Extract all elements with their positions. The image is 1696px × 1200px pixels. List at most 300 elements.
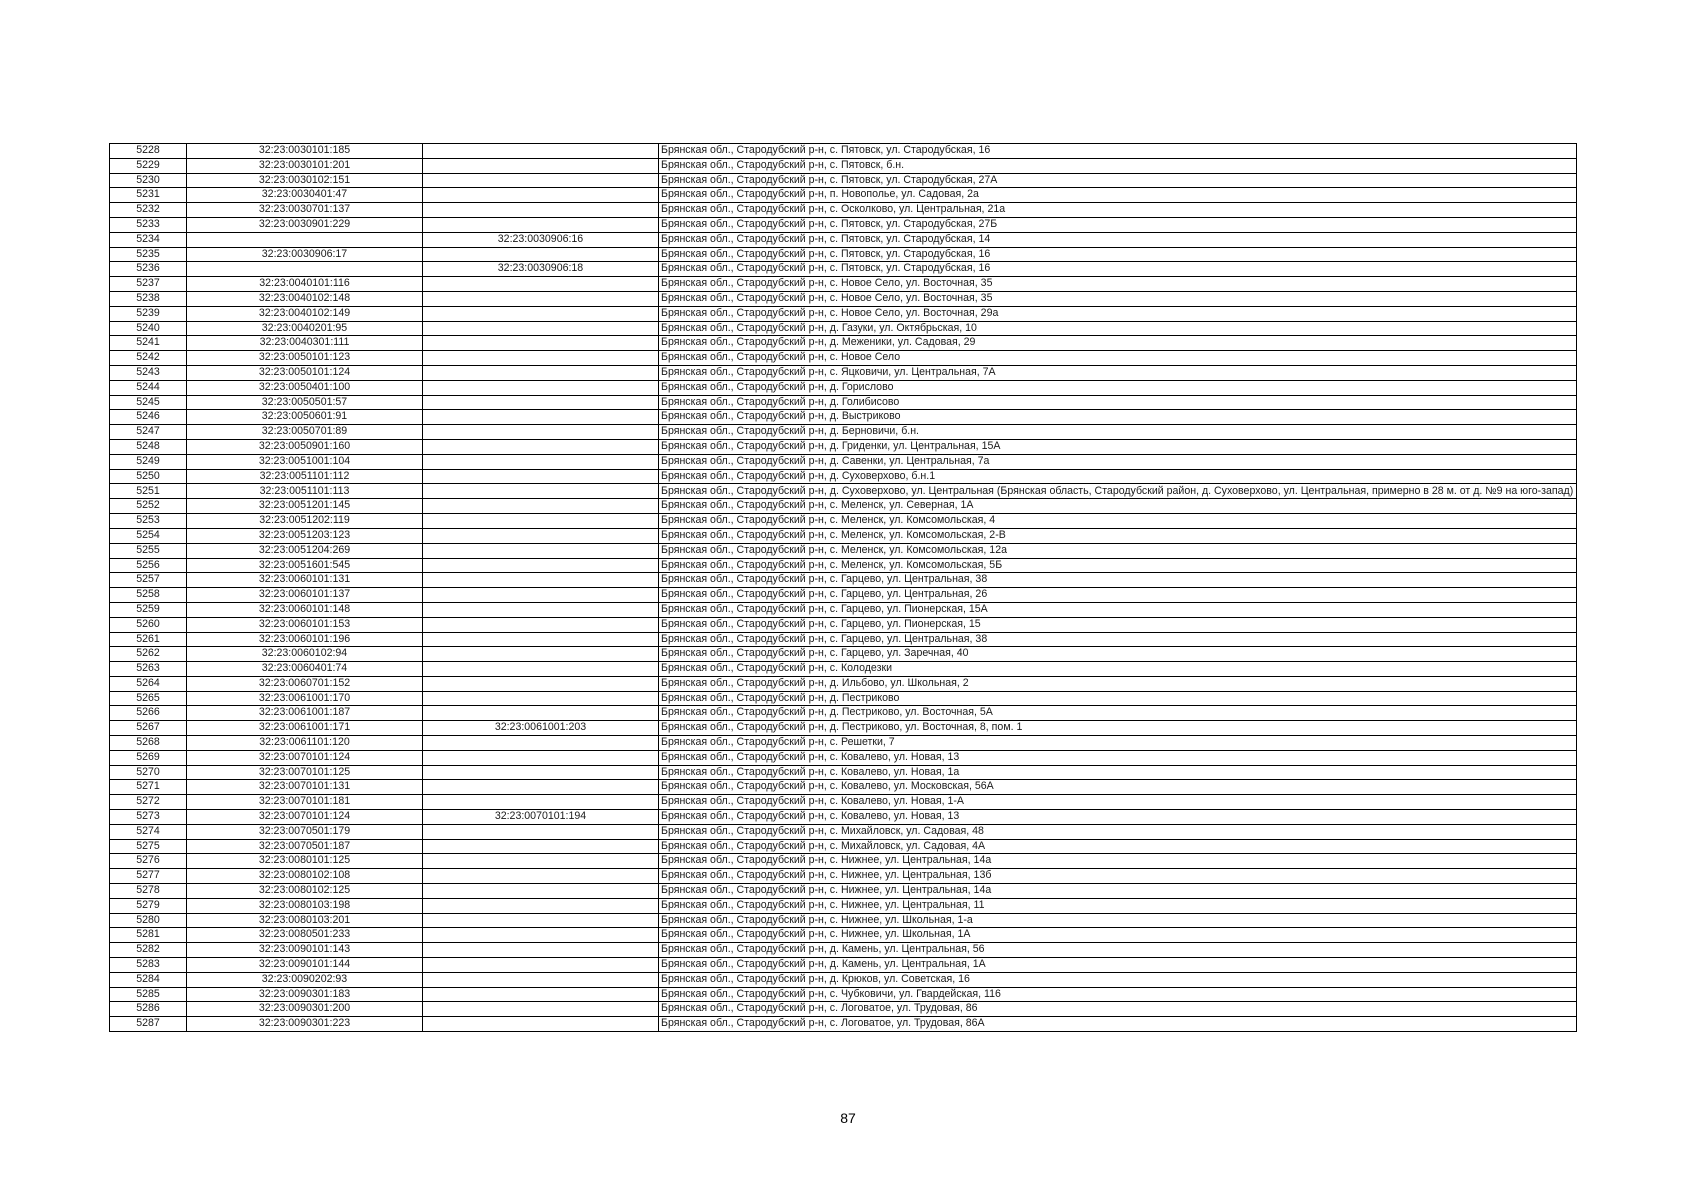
cadastral-number-cell: 32:23:0060101:153: [187, 617, 423, 632]
cadastral-number-cell: 32:23:0051101:112: [187, 469, 423, 484]
related-cadastral-number-cell: [423, 203, 659, 218]
row-number-cell: 5263: [110, 662, 187, 677]
table-row: [110, 454, 1577, 469]
row-number-cell: 5251: [110, 484, 187, 499]
address-cell: Брянская обл., Стародубский р-н, с. Ковалево, ул. Новая, 13: [659, 810, 1577, 825]
related-cadastral-number-cell: [423, 913, 659, 928]
cadastral-number-cell: [187, 262, 423, 277]
cadastral-number-cell: 32:23:0061001:170: [187, 691, 423, 706]
cadastral-number-cell: 32:23:0090202:93: [187, 972, 423, 987]
related-cadastral-number-cell: [423, 1017, 659, 1032]
table-row: [110, 972, 1577, 987]
row-number-cell: 5286: [110, 1002, 187, 1017]
cadastral-number-cell: 32:23:0070101:131: [187, 780, 423, 795]
cadastral-number-cell: 32:23:0080102:125: [187, 884, 423, 899]
address-cell: Брянская обл., Стародубский р-н, с. Меленск, ул. Северная, 1А: [659, 499, 1577, 514]
cadastral-number-cell: 32:23:0090301:183: [187, 987, 423, 1002]
row-number-cell: 5270: [110, 765, 187, 780]
row-number-cell: 5258: [110, 588, 187, 603]
cadastral-number-cell: 32:23:0061101:120: [187, 736, 423, 751]
table-row: [110, 706, 1577, 721]
related-cadastral-number-cell: [423, 750, 659, 765]
cadastral-number-cell: 32:23:0060101:148: [187, 602, 423, 617]
cadastral-number-cell: 32:23:0080103:201: [187, 913, 423, 928]
table-row: [110, 913, 1577, 928]
cadastral-number-cell: 32:23:0030906:17: [187, 247, 423, 262]
table-row: [110, 573, 1577, 588]
related-cadastral-number-cell: [423, 188, 659, 203]
related-cadastral-number-cell: [423, 144, 659, 159]
table-row: [110, 721, 1577, 736]
table-row: [110, 365, 1577, 380]
registry-table: [109, 143, 1577, 1032]
related-cadastral-number-cell: [423, 173, 659, 188]
table-row: [110, 617, 1577, 632]
address-cell: Брянская обл., Стародубский р-н, д. Пестриково: [659, 691, 1577, 706]
row-number-cell: 5256: [110, 558, 187, 573]
row-number-cell: 5239: [110, 306, 187, 321]
row-number-cell: 5260: [110, 617, 187, 632]
address-cell: Брянская обл., Стародубский р-н, с. Пятовск, ул. Стародубская, 27Б: [659, 217, 1577, 232]
related-cadastral-number-cell: [423, 958, 659, 973]
table-row: [110, 662, 1577, 677]
related-cadastral-number-cell: [423, 736, 659, 751]
related-cadastral-number-cell: [423, 158, 659, 173]
table-row: [110, 277, 1577, 292]
table-row: [110, 943, 1577, 958]
address-cell: Брянская обл., Стародубский р-н, с. Чубковичи, ул. Гвардейская, 116: [659, 987, 1577, 1002]
row-number-cell: 5280: [110, 913, 187, 928]
table-row: [110, 262, 1577, 277]
related-cadastral-number-cell: [423, 706, 659, 721]
address-cell: Брянская обл., Стародубский р-н, с. Решетки, 7: [659, 736, 1577, 751]
table-row: [110, 469, 1577, 484]
cadastral-number-cell: 32:23:0050101:123: [187, 351, 423, 366]
address-cell: Брянская обл., Стародубский р-н, с. Осколково, ул. Центральная, 21а: [659, 203, 1577, 218]
table-row: [110, 247, 1577, 262]
table-row: [110, 306, 1577, 321]
related-cadastral-number-cell: [423, 617, 659, 632]
related-cadastral-number-cell: [423, 795, 659, 810]
table-row: [110, 928, 1577, 943]
cadastral-number-cell: 32:23:0070101:124: [187, 750, 423, 765]
table-row: [110, 484, 1577, 499]
row-number-cell: 5235: [110, 247, 187, 262]
row-number-cell: 5265: [110, 691, 187, 706]
related-cadastral-number-cell: [423, 365, 659, 380]
address-cell: Брянская обл., Стародубский р-н, с. Нижнее, ул. Центральная, 14а: [659, 854, 1577, 869]
row-number-cell: 5284: [110, 972, 187, 987]
address-cell: Брянская обл., Стародубский р-н, с. Логоватое, ул. Трудовая, 86: [659, 1002, 1577, 1017]
table-row: [110, 839, 1577, 854]
table-row: [110, 824, 1577, 839]
address-cell: Брянская обл., Стародубский р-н, с. Пятовск, б.н.: [659, 158, 1577, 173]
row-number-cell: 5287: [110, 1017, 187, 1032]
address-cell: Брянская обл., Стародубский р-н, д. Пестриково, ул. Восточная, 5А: [659, 706, 1577, 721]
cadastral-number-cell: 32:23:0050101:124: [187, 365, 423, 380]
row-number-cell: 5246: [110, 410, 187, 425]
cadastral-number-cell: 32:23:0080102:108: [187, 869, 423, 884]
cadastral-number-cell: 32:23:0040201:95: [187, 321, 423, 336]
row-number-cell: 5240: [110, 321, 187, 336]
address-cell: Брянская обл., Стародубский р-н, д. Крюков, ул. Советская, 16: [659, 972, 1577, 987]
address-cell: Брянская обл., Стародубский р-н, д. Берновичи, б.н.: [659, 425, 1577, 440]
address-cell: Брянская обл., Стародубский р-н, с. Ковалево, ул. Новая, 1-А: [659, 795, 1577, 810]
address-cell: Брянская обл., Стародубский р-н, с. Нижнее, ул. Центральная, 14а: [659, 884, 1577, 899]
address-cell: Брянская обл., Стародубский р-н, д. Камень, ул. Центральная, 56: [659, 943, 1577, 958]
related-cadastral-number-cell: [423, 898, 659, 913]
table-row: [110, 144, 1577, 159]
table-row: [110, 158, 1577, 173]
address-cell: Брянская обл., Стародубский р-н, д. Суховерхово, б.н.1: [659, 469, 1577, 484]
table-row: [110, 810, 1577, 825]
address-cell: Брянская обл., Стародубский р-н, д. Пестриково, ул. Восточная, 8, пом. 1: [659, 721, 1577, 736]
related-cadastral-number-cell: [423, 1002, 659, 1017]
cadastral-number-cell: 32:23:0030901:229: [187, 217, 423, 232]
related-cadastral-number-cell: 32:23:0070101:194: [423, 810, 659, 825]
address-cell: Брянская обл., Стародубский р-н, д. Суховерхово, ул. Центральная (Брянская область, Стародубский район, д. Суховерхово, ул. Центральная, примерно в 28 м. от д. №9 на юго-запад): [659, 484, 1577, 499]
address-cell: Брянская обл., Стародубский р-н, д. Выстриково: [659, 410, 1577, 425]
related-cadastral-number-cell: [423, 306, 659, 321]
table-row: [110, 765, 1577, 780]
address-cell: Брянская обл., Стародубский р-н, д. Горислово: [659, 380, 1577, 395]
row-number-cell: 5257: [110, 573, 187, 588]
cadastral-number-cell: 32:23:0070101:124: [187, 810, 423, 825]
cadastral-number-cell: 32:23:0030101:185: [187, 144, 423, 159]
row-number-cell: 5268: [110, 736, 187, 751]
row-number-cell: 5275: [110, 839, 187, 854]
row-number-cell: 5250: [110, 469, 187, 484]
related-cadastral-number-cell: [423, 454, 659, 469]
row-number-cell: 5264: [110, 676, 187, 691]
row-number-cell: 5242: [110, 351, 187, 366]
cadastral-number-cell: 32:23:0030101:201: [187, 158, 423, 173]
table-row: [110, 854, 1577, 869]
row-number-cell: 5232: [110, 203, 187, 218]
address-cell: Брянская обл., Стародубский р-н, с. Гарцево, ул. Пионерская, 15: [659, 617, 1577, 632]
address-cell: Брянская обл., Стародубский р-н, с. Меленск, ул. Комсомольская, 5Б: [659, 558, 1577, 573]
related-cadastral-number-cell: 32:23:0061001:203: [423, 721, 659, 736]
table-row: [110, 543, 1577, 558]
related-cadastral-number-cell: [423, 321, 659, 336]
cadastral-number-cell: 32:23:0090101:143: [187, 943, 423, 958]
cadastral-number-cell: 32:23:0061001:171: [187, 721, 423, 736]
related-cadastral-number-cell: [423, 780, 659, 795]
cadastral-number-cell: 32:23:0040102:149: [187, 306, 423, 321]
table-row: [110, 395, 1577, 410]
table-row: [110, 336, 1577, 351]
row-number-cell: 5233: [110, 217, 187, 232]
related-cadastral-number-cell: [423, 425, 659, 440]
address-cell: Брянская обл., Стародубский р-н, с. Пятовск, ул. Стародубская, 16: [659, 144, 1577, 159]
row-number-cell: 5228: [110, 144, 187, 159]
related-cadastral-number-cell: [423, 943, 659, 958]
address-cell: Брянская обл., Стародубский р-н, д. Гриденки, ул. Центральная, 15А: [659, 439, 1577, 454]
table-row: [110, 558, 1577, 573]
row-number-cell: 5279: [110, 898, 187, 913]
row-number-cell: 5276: [110, 854, 187, 869]
related-cadastral-number-cell: [423, 499, 659, 514]
related-cadastral-number-cell: [423, 247, 659, 262]
related-cadastral-number-cell: [423, 647, 659, 662]
row-number-cell: 5234: [110, 232, 187, 247]
address-cell: Брянская обл., Стародубский р-н, с. Ковалево, ул. Новая, 1а: [659, 765, 1577, 780]
table-row: [110, 958, 1577, 973]
table-row: [110, 750, 1577, 765]
related-cadastral-number-cell: [423, 395, 659, 410]
table-row: [110, 291, 1577, 306]
table-row: [110, 425, 1577, 440]
row-number-cell: 5283: [110, 958, 187, 973]
row-number-cell: 5238: [110, 291, 187, 306]
address-cell: Брянская обл., Стародубский р-н, п. Новополье, ул. Садовая, 2а: [659, 188, 1577, 203]
related-cadastral-number-cell: [423, 884, 659, 899]
table-row: [110, 499, 1577, 514]
row-number-cell: 5259: [110, 602, 187, 617]
row-number-cell: 5252: [110, 499, 187, 514]
related-cadastral-number-cell: [423, 854, 659, 869]
cadastral-number-cell: 32:23:0070101:181: [187, 795, 423, 810]
address-cell: Брянская обл., Стародубский р-н, с. Михайловск, ул. Садовая, 48: [659, 824, 1577, 839]
table-row: [110, 439, 1577, 454]
related-cadastral-number-cell: [423, 277, 659, 292]
address-cell: Брянская обл., Стародубский р-н, с. Колодезки: [659, 662, 1577, 677]
related-cadastral-number-cell: [423, 632, 659, 647]
address-cell: Брянская обл., Стародубский р-н, с. Новое Село, ул. Восточная, 29а: [659, 306, 1577, 321]
address-cell: Брянская обл., Стародубский р-н, с. Гарцево, ул. Заречная, 40: [659, 647, 1577, 662]
address-cell: Брянская обл., Стародубский р-н, с. Пятовск, ул. Стародубская, 16: [659, 247, 1577, 262]
related-cadastral-number-cell: [423, 662, 659, 677]
address-cell: Брянская обл., Стародубский р-н, с. Ковалево, ул. Московская, 56А: [659, 780, 1577, 795]
row-number-cell: 5241: [110, 336, 187, 351]
row-number-cell: 5249: [110, 454, 187, 469]
row-number-cell: 5281: [110, 928, 187, 943]
related-cadastral-number-cell: [423, 987, 659, 1002]
table-row: [110, 203, 1577, 218]
table-row: [110, 528, 1577, 543]
address-cell: Брянская обл., Стародубский р-н, с. Меленск, ул. Комсомольская, 4: [659, 514, 1577, 529]
cadastral-number-cell: 32:23:0090101:144: [187, 958, 423, 973]
cadastral-number-cell: 32:23:0040102:148: [187, 291, 423, 306]
row-number-cell: 5277: [110, 869, 187, 884]
row-number-cell: 5229: [110, 158, 187, 173]
row-number-cell: 5262: [110, 647, 187, 662]
related-cadastral-number-cell: [423, 602, 659, 617]
row-number-cell: 5236: [110, 262, 187, 277]
related-cadastral-number-cell: [423, 528, 659, 543]
table-row: [110, 987, 1577, 1002]
related-cadastral-number-cell: [423, 588, 659, 603]
related-cadastral-number-cell: [423, 676, 659, 691]
cadastral-number-cell: 32:23:0051204:269: [187, 543, 423, 558]
row-number-cell: 5245: [110, 395, 187, 410]
address-cell: Брянская обл., Стародубский р-н, с. Гарцево, ул. Центральная, 26: [659, 588, 1577, 603]
cadastral-number-cell: 32:23:0080103:198: [187, 898, 423, 913]
table-row: [110, 410, 1577, 425]
row-number-cell: 5261: [110, 632, 187, 647]
cadastral-number-cell: 32:23:0060101:137: [187, 588, 423, 603]
address-cell: Брянская обл., Стародубский р-н, с. Нижнее, ул. Школьная, 1А: [659, 928, 1577, 943]
cadastral-number-cell: 32:23:0090301:200: [187, 1002, 423, 1017]
cadastral-number-cell: 32:23:0070501:187: [187, 839, 423, 854]
table-row: [110, 1002, 1577, 1017]
table-row: [110, 380, 1577, 395]
related-cadastral-number-cell: [423, 839, 659, 854]
cadastral-number-cell: 32:23:0080501:233: [187, 928, 423, 943]
table-row: [110, 676, 1577, 691]
cadastral-number-cell: 32:23:0060102:94: [187, 647, 423, 662]
related-cadastral-number-cell: [423, 765, 659, 780]
address-cell: Брянская обл., Стародубский р-н, с. Яцковичи, ул. Центральная, 7А: [659, 365, 1577, 380]
address-cell: Брянская обл., Стародубский р-н, д. Ильбово, ул. Школьная, 2: [659, 676, 1577, 691]
related-cadastral-number-cell: 32:23:0030906:16: [423, 232, 659, 247]
table-row: [110, 1017, 1577, 1032]
table-row: [110, 632, 1577, 647]
cadastral-number-cell: 32:23:0070501:179: [187, 824, 423, 839]
cadastral-number-cell: 32:23:0060101:131: [187, 573, 423, 588]
address-cell: Брянская обл., Стародубский р-н, д. Голибисово: [659, 395, 1577, 410]
table-row: [110, 691, 1577, 706]
cadastral-number-cell: 32:23:0060401:74: [187, 662, 423, 677]
related-cadastral-number-cell: 32:23:0030906:18: [423, 262, 659, 277]
related-cadastral-number-cell: [423, 543, 659, 558]
related-cadastral-number-cell: [423, 869, 659, 884]
related-cadastral-number-cell: [423, 439, 659, 454]
address-cell: Брянская обл., Стародубский р-н, д. Камень, ул. Центральная, 1А: [659, 958, 1577, 973]
address-cell: Брянская обл., Стародубский р-н, с. Гарцево, ул. Центральная, 38: [659, 573, 1577, 588]
row-number-cell: 5254: [110, 528, 187, 543]
cadastral-number-cell: 32:23:0030701:137: [187, 203, 423, 218]
related-cadastral-number-cell: [423, 469, 659, 484]
address-cell: Брянская обл., Стародубский р-н, с. Нижнее, ул. Центральная, 13б: [659, 869, 1577, 884]
related-cadastral-number-cell: [423, 928, 659, 943]
cadastral-number-cell: 32:23:0051001:104: [187, 454, 423, 469]
row-number-cell: 5267: [110, 721, 187, 736]
table-row: [110, 232, 1577, 247]
address-cell: Брянская обл., Стародубский р-н, д. Меженики, ул. Садовая, 29: [659, 336, 1577, 351]
table-row: [110, 884, 1577, 899]
row-number-cell: 5247: [110, 425, 187, 440]
related-cadastral-number-cell: [423, 824, 659, 839]
table-row: [110, 188, 1577, 203]
cadastral-number-cell: 32:23:0051203:123: [187, 528, 423, 543]
cadastral-number-cell: 32:23:0061001:187: [187, 706, 423, 721]
table-row: [110, 736, 1577, 751]
cadastral-number-cell: 32:23:0030401:47: [187, 188, 423, 203]
related-cadastral-number-cell: [423, 558, 659, 573]
registry-table-body: [110, 144, 1577, 1032]
address-cell: Брянская обл., Стародубский р-н, с. Меленск, ул. Комсомольская, 12а: [659, 543, 1577, 558]
address-cell: Брянская обл., Стародубский р-н, с. Пятовск, ул. Стародубская, 14: [659, 232, 1577, 247]
row-number-cell: 5231: [110, 188, 187, 203]
cadastral-number-cell: 32:23:0051202:119: [187, 514, 423, 529]
row-number-cell: 5271: [110, 780, 187, 795]
table-row: [110, 869, 1577, 884]
row-number-cell: 5282: [110, 943, 187, 958]
related-cadastral-number-cell: [423, 514, 659, 529]
cadastral-number-cell: 32:23:0070101:125: [187, 765, 423, 780]
cadastral-number-cell: 32:23:0051601:545: [187, 558, 423, 573]
cadastral-number-cell: 32:23:0060101:196: [187, 632, 423, 647]
address-cell: Брянская обл., Стародубский р-н, с. Гарцево, ул. Пионерская, 15А: [659, 602, 1577, 617]
row-number-cell: 5248: [110, 439, 187, 454]
row-number-cell: 5253: [110, 514, 187, 529]
address-cell: Брянская обл., Стародубский р-н, д. Савенки, ул. Центральная, 7а: [659, 454, 1577, 469]
address-cell: Брянская обл., Стародубский р-н, с. Новое Село, ул. Восточная, 35: [659, 277, 1577, 292]
table-row: [110, 217, 1577, 232]
address-cell: Брянская обл., Стародубский р-н, с. Новое Село: [659, 351, 1577, 366]
row-number-cell: 5230: [110, 173, 187, 188]
row-number-cell: 5269: [110, 750, 187, 765]
row-number-cell: 5278: [110, 884, 187, 899]
cadastral-number-cell: 32:23:0030102:151: [187, 173, 423, 188]
related-cadastral-number-cell: [423, 351, 659, 366]
table-row: [110, 780, 1577, 795]
row-number-cell: 5272: [110, 795, 187, 810]
table-row: [110, 588, 1577, 603]
address-cell: Брянская обл., Стародубский р-н, с. Пятовск, ул. Стародубская, 16: [659, 262, 1577, 277]
cadastral-number-cell: [187, 232, 423, 247]
table-row: [110, 173, 1577, 188]
row-number-cell: 5243: [110, 365, 187, 380]
cadastral-number-cell: 32:23:0050901:160: [187, 439, 423, 454]
related-cadastral-number-cell: [423, 573, 659, 588]
row-number-cell: 5266: [110, 706, 187, 721]
table-row: [110, 647, 1577, 662]
row-number-cell: 5285: [110, 987, 187, 1002]
related-cadastral-number-cell: [423, 291, 659, 306]
cadastral-number-cell: 32:23:0050501:57: [187, 395, 423, 410]
related-cadastral-number-cell: [423, 410, 659, 425]
cadastral-number-cell: 32:23:0060701:152: [187, 676, 423, 691]
related-cadastral-number-cell: [423, 217, 659, 232]
cadastral-number-cell: 32:23:0090301:223: [187, 1017, 423, 1032]
table-row: [110, 351, 1577, 366]
cadastral-number-cell: 32:23:0050601:91: [187, 410, 423, 425]
address-cell: Брянская обл., Стародубский р-н, с. Михайловск, ул. Садовая, 4А: [659, 839, 1577, 854]
page-number: 87: [840, 1110, 856, 1126]
address-cell: Брянская обл., Стародубский р-н, с. Новое Село, ул. Восточная, 35: [659, 291, 1577, 306]
row-number-cell: 5255: [110, 543, 187, 558]
address-cell: Брянская обл., Стародубский р-н, с. Пятовск, ул. Стародубская, 27А: [659, 173, 1577, 188]
cadastral-number-cell: 32:23:0040101:116: [187, 277, 423, 292]
cadastral-number-cell: 32:23:0051201:145: [187, 499, 423, 514]
address-cell: Брянская обл., Стародубский р-н, д. Газуки, ул. Октябрьская, 10: [659, 321, 1577, 336]
related-cadastral-number-cell: [423, 380, 659, 395]
related-cadastral-number-cell: [423, 484, 659, 499]
cadastral-number-cell: 32:23:0050701:89: [187, 425, 423, 440]
row-number-cell: 5244: [110, 380, 187, 395]
related-cadastral-number-cell: [423, 691, 659, 706]
row-number-cell: 5273: [110, 810, 187, 825]
related-cadastral-number-cell: [423, 972, 659, 987]
address-cell: Брянская обл., Стародубский р-н, с. Гарцево, ул. Центральная, 38: [659, 632, 1577, 647]
address-cell: Брянская обл., Стародубский р-н, с. Ковалево, ул. Новая, 13: [659, 750, 1577, 765]
address-cell: Брянская обл., Стародубский р-н, с. Нижнее, ул. Школьная, 1-а: [659, 913, 1577, 928]
address-cell: Брянская обл., Стародубский р-н, с. Нижнее, ул. Центральная, 11: [659, 898, 1577, 913]
cadastral-number-cell: 32:23:0040301:111: [187, 336, 423, 351]
address-cell: Брянская обл., Стародубский р-н, с. Меленск, ул. Комсомольская, 2-В: [659, 528, 1577, 543]
table-row: [110, 321, 1577, 336]
table-row: [110, 795, 1577, 810]
cadastral-number-cell: 32:23:0051101:113: [187, 484, 423, 499]
cadastral-number-cell: 32:23:0080101:125: [187, 854, 423, 869]
related-cadastral-number-cell: [423, 336, 659, 351]
row-number-cell: 5237: [110, 277, 187, 292]
table-row: [110, 898, 1577, 913]
cadastral-number-cell: 32:23:0050401:100: [187, 380, 423, 395]
address-cell: Брянская обл., Стародубский р-н, с. Логоватое, ул. Трудовая, 86А: [659, 1017, 1577, 1032]
